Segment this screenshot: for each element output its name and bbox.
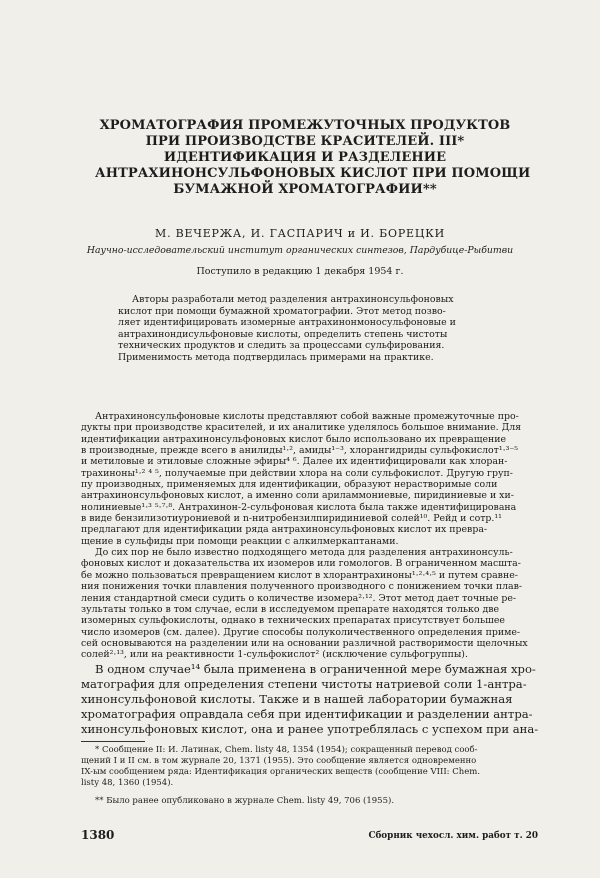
footnote-divider [81,741,145,742]
body-line: число изомеров (см. далее). Другие способы полуколичественного определения приме- [81,626,521,638]
body-line: хроматография оправдала себя при идентификации и разделении антра- [81,707,533,721]
body-line: фоновых кислот и доказательства их изомеров или гомологов. В ограниченном масшта- [81,558,521,570]
body-line: Антрахинонсульфоновые кислоты представляют собой важные промежуточные про- [95,411,519,422]
abstract [118,294,508,363]
body-line: пу производных, применяемых для идентификации, образуют нерастворимые соли [81,479,498,491]
footnote-line: IX-ым сообщением ряда: Идентификация органических веществ (сообщение VIII: Chem. [81,767,481,777]
body-line: бе можно пользоваться превращением кислот в хлорантрахиноны¹·²·⁴·⁵ и путем сравне- [81,569,518,581]
body-line: зультаты только в том случае, если в исследуемом препарате находятся только две [81,603,500,615]
abstract-line: антрахинондисульфоновые кислоты, определить степень чистоты [118,328,448,340]
abstract-line: Применимость метода подтвердилась примерами на практике. [118,351,434,363]
body-line: сей основываются на разделении или на основании различной растворимости щелочных [81,637,528,649]
article-title [95,118,531,198]
received-date: Поступило в редакцию 1 декабря 1954 г. [196,266,404,277]
body-line: хинонсульфоновых кислот, она и ранее употреблялась с успехом при ана- [81,722,539,736]
footnote-2 [81,796,541,807]
body-line: дукты при производстве красителей, и их аналитике уделялось большое внимание. Для [81,422,522,434]
body-line: ления стандартной смеси судить о количестве изомера²·¹². Этот метод дает точные ре- [81,592,517,604]
body-line: в производные, прежде всего в анилиды¹·², амиды¹⁻³, хлорангидриды сульфокислот¹·³⁻⁵ [81,445,519,457]
body-text-large [81,662,541,737]
body-line: предлагают для идентификации ряда антрахинонсульфоновых кислот их превра- [81,524,488,536]
journal-name: Сборник чехосл. хим. работ т. 20 [368,831,538,841]
title-line: АНТРАХИНОНСУЛЬФОНОВЫХ КИСЛОТ ПРИ ПОМОЩИ [95,166,531,181]
page-number: 1380 [81,828,115,842]
footnote-line: щений I и II см. в том журнале 20, 1371 (1955). Это сообщение является одновременно [81,756,477,766]
body-line: матография для определения степени чистоты натриевой соли 1-антра- [81,677,527,691]
title-line: ИДЕНТИФИКАЦИЯ И РАЗДЕЛЕНИЕ [163,150,447,165]
body-line: трахиноны¹·² ⁴ ⁵, получаемые при действии хлора на соли сульфокислот. Другую груп- [81,467,513,479]
abstract-line: технических продуктов и следить за процессами сульфирования. [118,340,445,351]
footnote-1 [81,745,541,789]
body-line: изомерных сульфокислоты, однако в технических препаратах присутствует большее [81,615,505,627]
footnote-line: listy 48, 1360 (1954). [81,778,174,788]
body-line: нолиниевые¹·³ ⁵·⁷·⁸. Антрахинон-2-сульфоновая кислота была также идентифицирована [81,501,517,513]
body-line: ния понижения точки плавления полученного производного с понижением точки плав- [81,581,523,593]
body-line: щение в сульфиды при помощи реакции с алкилмеркаптанами. [81,535,399,547]
footnote-line: * Сообщение II: И. Латинак, Chem. listy 48, 1354 (1954); сокращенный перевод сооб- [95,745,478,755]
authors: М. ВЕЧЕРЖА, И. ГАСПАРИЧ и И. БОРЕЦКИ [155,227,445,240]
title-line: БУМАЖНОЙ ХРОМАТОГРАФИИ** [173,182,437,197]
body-line: и метиловые и этиловые сложные эфиры⁴ ⁶. Далее их идентифицировали как хлоран- [81,456,508,468]
title-line: ПРИ ПРОИЗВОДСТВЕ КРАСИТЕЛЕЙ. III* [145,134,465,149]
body-text [81,411,541,661]
title-line: ХРОМАТОГРАФИЯ ПРОМЕЖУТОЧНЫХ ПРОДУКТОВ [99,118,511,133]
abstract-line: кислот при помощи бумажной хроматографии. Этот метод позво- [118,305,446,317]
footnote-line: ** Было ранее опубликовано в журнале Chem. listy 49, 706 (1955). [95,796,395,806]
body-line: хинонсульфоновой кислоты. Также и в нашей лаборатории бумажная [81,692,513,706]
body-line: солей²·¹³, или на реактивности 1-сульфокислот² (исключение сульфогруппы). [81,649,468,661]
abstract-line: Авторы разработали метод разделения антрахинонсульфоновых [132,294,454,305]
body-line: До сих пор не было известно подходящего метода для разделения антрахинонсуль- [95,547,513,559]
body-line: В одном случае¹⁴ была применена в ограниченной мере бумажная хро- [95,662,536,676]
institute: Научно-исследовательский институт органических синтезов, Пардубице-Рыбитви [86,245,514,256]
body-line: в виде бензилизотиурониевой и n-нитробензилпиридиниевой солей¹⁰. Рейд и сотр.¹¹ [81,513,502,525]
abstract-line: ляет идентифицировать изомерные антрахинонмоносульфоновые и [118,317,456,328]
body-line: антрахинонсульфоновых кислот, а именно соли ариламмониевые, пиридиниевые и хи- [81,490,514,502]
body-line: идентификации антрахинонсульфоновых кислот было использовано их превращение [81,433,507,445]
